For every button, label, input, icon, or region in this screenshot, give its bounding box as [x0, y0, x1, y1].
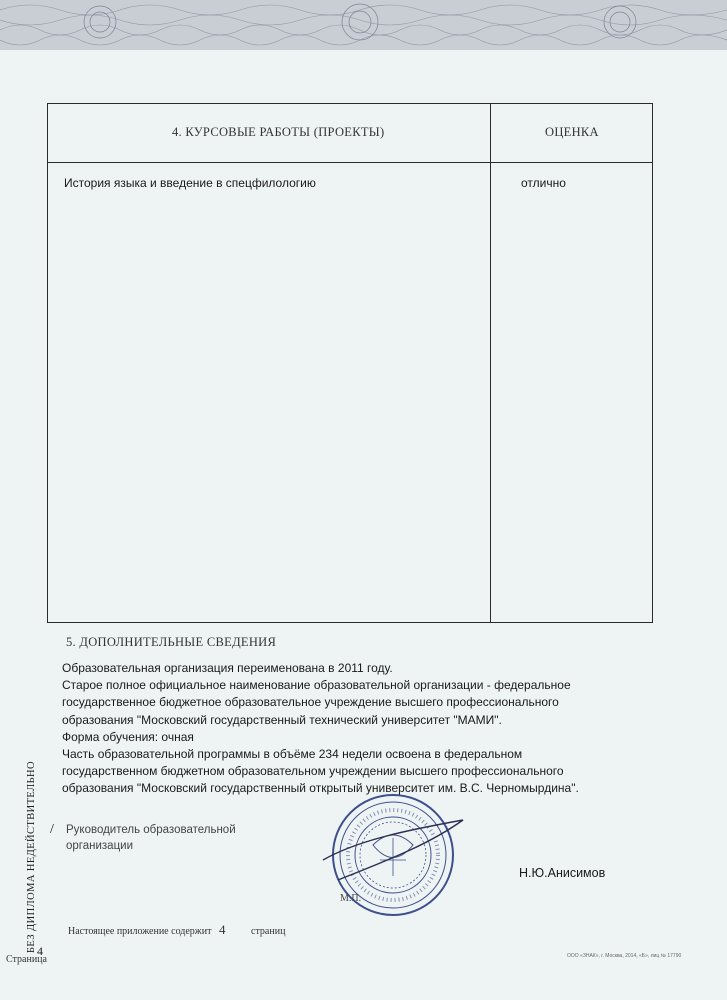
info-line: Образовательная организация переименована в 2011 году. — [62, 661, 393, 675]
info-line: государственное бюджетное образовательное учреждение высшего профессионального — [62, 695, 559, 710]
seal-place-label: М.П. — [340, 893, 362, 904]
signature-mark: / — [50, 822, 54, 837]
info-line: Старое полное официальное наименование образовательной организации - федеральное — [62, 678, 571, 693]
info-line: образования "Московский государственный технический университет "МАМИ". — [62, 712, 502, 727]
additional-info-title: 5. ДОПОЛНИТЕЛЬНЫЕ СВЕДЕНИЯ — [66, 635, 277, 649]
pages-count: 4 — [219, 922, 226, 937]
coursework-header: 4. КУРСОВЫЕ РАБОТЫ (ПРОЕКТЫ) — [172, 125, 385, 139]
info-line: Форма обучения: очная — [62, 729, 194, 744]
info-line: Часть образовательной программы в объёме 234 недели освоена в федеральном — [62, 747, 523, 762]
pages-count-prefix: Настоящее приложение содержит — [68, 926, 212, 937]
guilloche-band — [0, 0, 727, 50]
grade-header: ОЦЕНКА — [545, 125, 599, 139]
additional-info-text — [62, 660, 622, 798]
validity-note: БЕЗ ДИПЛОМА НЕДЕЙСТВИТЕЛЬНО — [26, 761, 37, 953]
coursework-title: История языка и введение в спецфилологию — [64, 176, 316, 190]
info-line: образования "Московский государственный открытый университет им. В.С. Черномырдина". — [62, 781, 579, 796]
coursework-table — [47, 103, 653, 623]
coursework-grade: отлично — [521, 176, 566, 190]
printer-imprint: ООО «ЗНАК», г. Москва, 2014, «Б», лиц № 17790 — [567, 953, 682, 959]
page-label: Страница — [6, 954, 47, 965]
head-of-organization-label: Руководитель образовательной организации — [66, 824, 236, 852]
info-line: государственном бюджетном образовательном учреждении высшего профессионального — [62, 764, 564, 779]
signer-name: Н.Ю.Анисимов — [519, 866, 606, 880]
guilloche-pattern — [0, 0, 727, 50]
column-divider — [490, 104, 491, 622]
page-number: 4 — [37, 944, 43, 958]
pages-count-suffix: страниц — [251, 926, 286, 937]
header-divider — [48, 162, 652, 163]
